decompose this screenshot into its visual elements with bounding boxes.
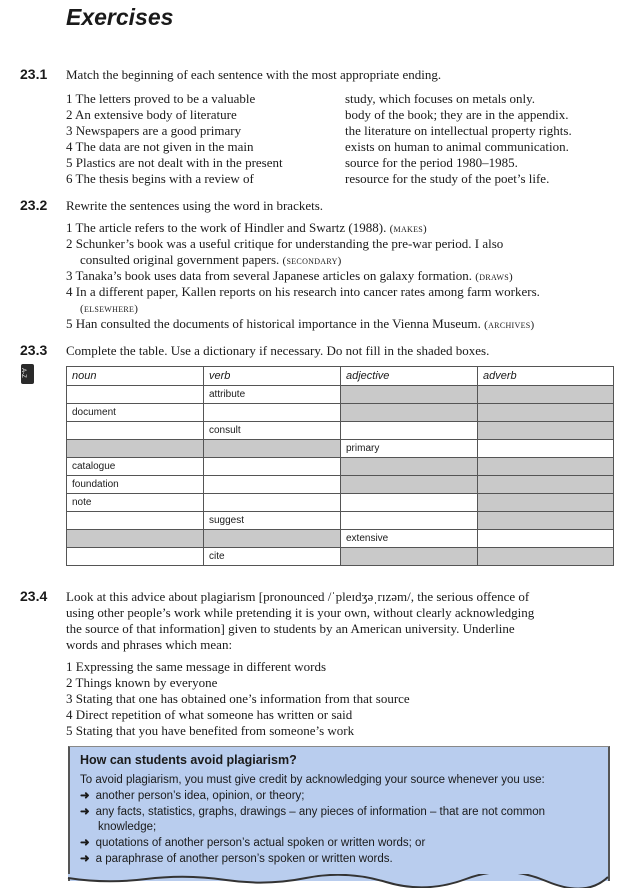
advice-box-title: How can students avoid plagiarism? bbox=[80, 753, 297, 767]
page-title: Exercises bbox=[66, 4, 174, 30]
blank-cell[interactable] bbox=[204, 404, 341, 422]
match-left-6: 6 The thesis begins with a review of bbox=[66, 171, 254, 186]
exercise-number: 23.4 bbox=[20, 588, 48, 604]
rewrite-sentence-2-cont: consulted original government papers. (secondary) bbox=[80, 252, 342, 267]
match-left-3: 3 Newspapers are a good primary bbox=[66, 123, 242, 138]
blank-cell[interactable] bbox=[204, 494, 341, 512]
table-row bbox=[67, 440, 614, 458]
table-row bbox=[67, 386, 614, 404]
exercise-instruction-cont: using other people’s work while pretending it is your own, without clearly acknowledging bbox=[66, 605, 535, 620]
table-row bbox=[67, 404, 614, 422]
shaded-cell bbox=[204, 440, 341, 458]
match-right-3: the literature on intellectual property rights. bbox=[345, 123, 572, 138]
table-row bbox=[67, 422, 614, 440]
list-item: 5 Stating that you have benefited from someone’s work bbox=[66, 723, 355, 738]
shaded-cell bbox=[67, 440, 204, 458]
rewrite-sentence-4-cont bbox=[80, 300, 138, 317]
advice-bullet: ➜ another person’s idea, opinion, or theory; bbox=[80, 790, 305, 802]
shaded-cell bbox=[341, 476, 478, 494]
blank-cell[interactable] bbox=[478, 530, 614, 548]
table-cell: cite bbox=[204, 548, 341, 566]
rewrite-sentence-4: 4 In a different paper, Kallen reports on his research into cancer rates among farm workers. bbox=[66, 284, 540, 299]
table-cell: document bbox=[67, 404, 204, 422]
match-left-5: 5 Plastics are not dealt with in the present bbox=[66, 155, 283, 170]
shaded-cell bbox=[341, 548, 478, 566]
arrow-icon: ➜ bbox=[80, 790, 90, 802]
shaded-cell bbox=[478, 458, 614, 476]
table-cell: attribute bbox=[204, 386, 341, 404]
table-cell: consult bbox=[204, 422, 341, 440]
header-verb: verb bbox=[204, 367, 341, 386]
shaded-cell bbox=[341, 458, 478, 476]
blank-cell[interactable] bbox=[341, 422, 478, 440]
shaded-cell bbox=[204, 530, 341, 548]
shaded-cell bbox=[478, 476, 614, 494]
blank-cell[interactable] bbox=[67, 548, 204, 566]
exercise-number: 23.3 bbox=[20, 342, 48, 358]
exercise-instruction-cont: words and phrases which mean: bbox=[66, 637, 233, 652]
match-right-6: resource for the study of the poet’s life. bbox=[345, 171, 550, 186]
arrow-icon: ➜ bbox=[80, 837, 90, 849]
exercise-instruction-cont: the source of that information] given to students by an American university. Underline bbox=[66, 621, 515, 636]
advice-bullet-cont: knowledge; bbox=[98, 821, 157, 833]
bracket-word: (archives) bbox=[484, 319, 535, 331]
advice-bullet: ➜ a paraphrase of another person’s spoken or written words. bbox=[80, 853, 393, 865]
advice-bullet: ➜ quotations of another person’s actual spoken or written words; or bbox=[80, 837, 426, 849]
header-noun: noun bbox=[67, 367, 204, 386]
arrow-icon: ➜ bbox=[80, 853, 90, 865]
table-row bbox=[67, 530, 614, 548]
match-left-4: 4 The data are not given in the main bbox=[66, 139, 254, 154]
bracket-word: (makes) bbox=[389, 223, 428, 235]
shaded-cell bbox=[478, 404, 614, 422]
exercise-instruction: Complete the table. Use a dictionary if necessary. Do not fill in the shaded boxes. bbox=[66, 343, 490, 358]
table-cell: catalogue bbox=[67, 458, 204, 476]
table-cell: extensive bbox=[341, 530, 478, 548]
advice-box-intro: To avoid plagiarism, you must give credit by acknowledging your source whenever you use: bbox=[80, 774, 545, 786]
shaded-cell bbox=[478, 422, 614, 440]
shaded-cell bbox=[478, 512, 614, 530]
rewrite-sentence-2: 2 Schunker’s book was a useful critique for understanding the pre-war period. I also bbox=[66, 236, 504, 251]
blank-cell[interactable] bbox=[204, 458, 341, 476]
header-adjective: adjective bbox=[341, 367, 478, 386]
table-row bbox=[67, 548, 614, 566]
match-left-2: 2 An extensive body of literature bbox=[66, 107, 237, 122]
list-item: 3 Stating that one has obtained one’s information from that source bbox=[66, 691, 410, 706]
rewrite-sentence-3: 3 Tanaka’s book uses data from several Japanese articles on galaxy formation. (draws) bbox=[66, 268, 513, 283]
table-cell: suggest bbox=[204, 512, 341, 530]
table-row bbox=[67, 476, 614, 494]
exercise-number: 23.2 bbox=[20, 197, 48, 213]
table-row bbox=[67, 494, 614, 512]
shaded-cell bbox=[341, 404, 478, 422]
list-item: 1 Expressing the same message in different words bbox=[66, 659, 327, 674]
exercise-instruction: Look at this advice about plagiarism [pronounced /ˈpleɪdʒəˌrɪzəm/, the serious offence of bbox=[66, 589, 530, 604]
arrow-icon: ➜ bbox=[80, 806, 90, 818]
shaded-cell bbox=[478, 494, 614, 512]
header-adverb: adverb bbox=[478, 367, 614, 386]
rewrite-sentence-1: 1 The article refers to the work of Hindler and Swartz (1988). (makes) bbox=[66, 220, 428, 235]
plagiarism-advice-box bbox=[68, 746, 610, 881]
table-cell: note bbox=[67, 494, 204, 512]
list-item: 2 Things known by everyone bbox=[66, 675, 218, 690]
shaded-cell bbox=[478, 548, 614, 566]
table-cell: primary bbox=[341, 440, 478, 458]
table-row bbox=[67, 512, 614, 530]
exercise-number: 23.1 bbox=[20, 66, 48, 82]
blank-cell[interactable] bbox=[67, 512, 204, 530]
rewrite-sentence-5: 5 Han consulted the documents of historical importance in the Vienna Museum. (archives) bbox=[66, 316, 535, 331]
dictionary-icon bbox=[21, 364, 34, 384]
exercise-instruction: Match the beginning of each sentence with the most appropriate ending. bbox=[66, 67, 442, 82]
word-form-table bbox=[66, 366, 614, 566]
blank-cell[interactable] bbox=[341, 512, 478, 530]
match-right-4: exists on human to animal communication. bbox=[345, 139, 569, 154]
blank-cell[interactable] bbox=[204, 476, 341, 494]
bracket-word: (secondary) bbox=[282, 255, 342, 267]
table-cell: foundation bbox=[67, 476, 204, 494]
shaded-cell bbox=[67, 530, 204, 548]
list-item: 4 Direct repetition of what someone has written or said bbox=[66, 707, 353, 722]
table-row bbox=[67, 458, 614, 476]
torn-edge bbox=[66, 874, 610, 888]
match-right-2: body of the book; they are in the appendix. bbox=[345, 107, 569, 122]
match-right-5: source for the period 1980–1985. bbox=[345, 155, 518, 170]
shaded-cell bbox=[478, 386, 614, 404]
blank-cell[interactable] bbox=[478, 440, 614, 458]
exercise-instruction: Rewrite the sentences using the word in brackets. bbox=[66, 198, 324, 213]
blank-cell[interactable] bbox=[67, 422, 204, 440]
blank-cell[interactable] bbox=[341, 494, 478, 512]
match-right-1: study, which focuses on metals only. bbox=[345, 91, 536, 106]
advice-bullet: ➜ any facts, statistics, graphs, drawings – any pieces of information – that are not common bbox=[80, 806, 545, 818]
bracket-word: (elsewhere) bbox=[80, 303, 139, 315]
shaded-cell bbox=[341, 386, 478, 404]
match-left-1: 1 The letters proved to be a valuable bbox=[66, 91, 256, 106]
bracket-word: (draws) bbox=[475, 271, 513, 283]
blank-cell[interactable] bbox=[67, 386, 204, 404]
